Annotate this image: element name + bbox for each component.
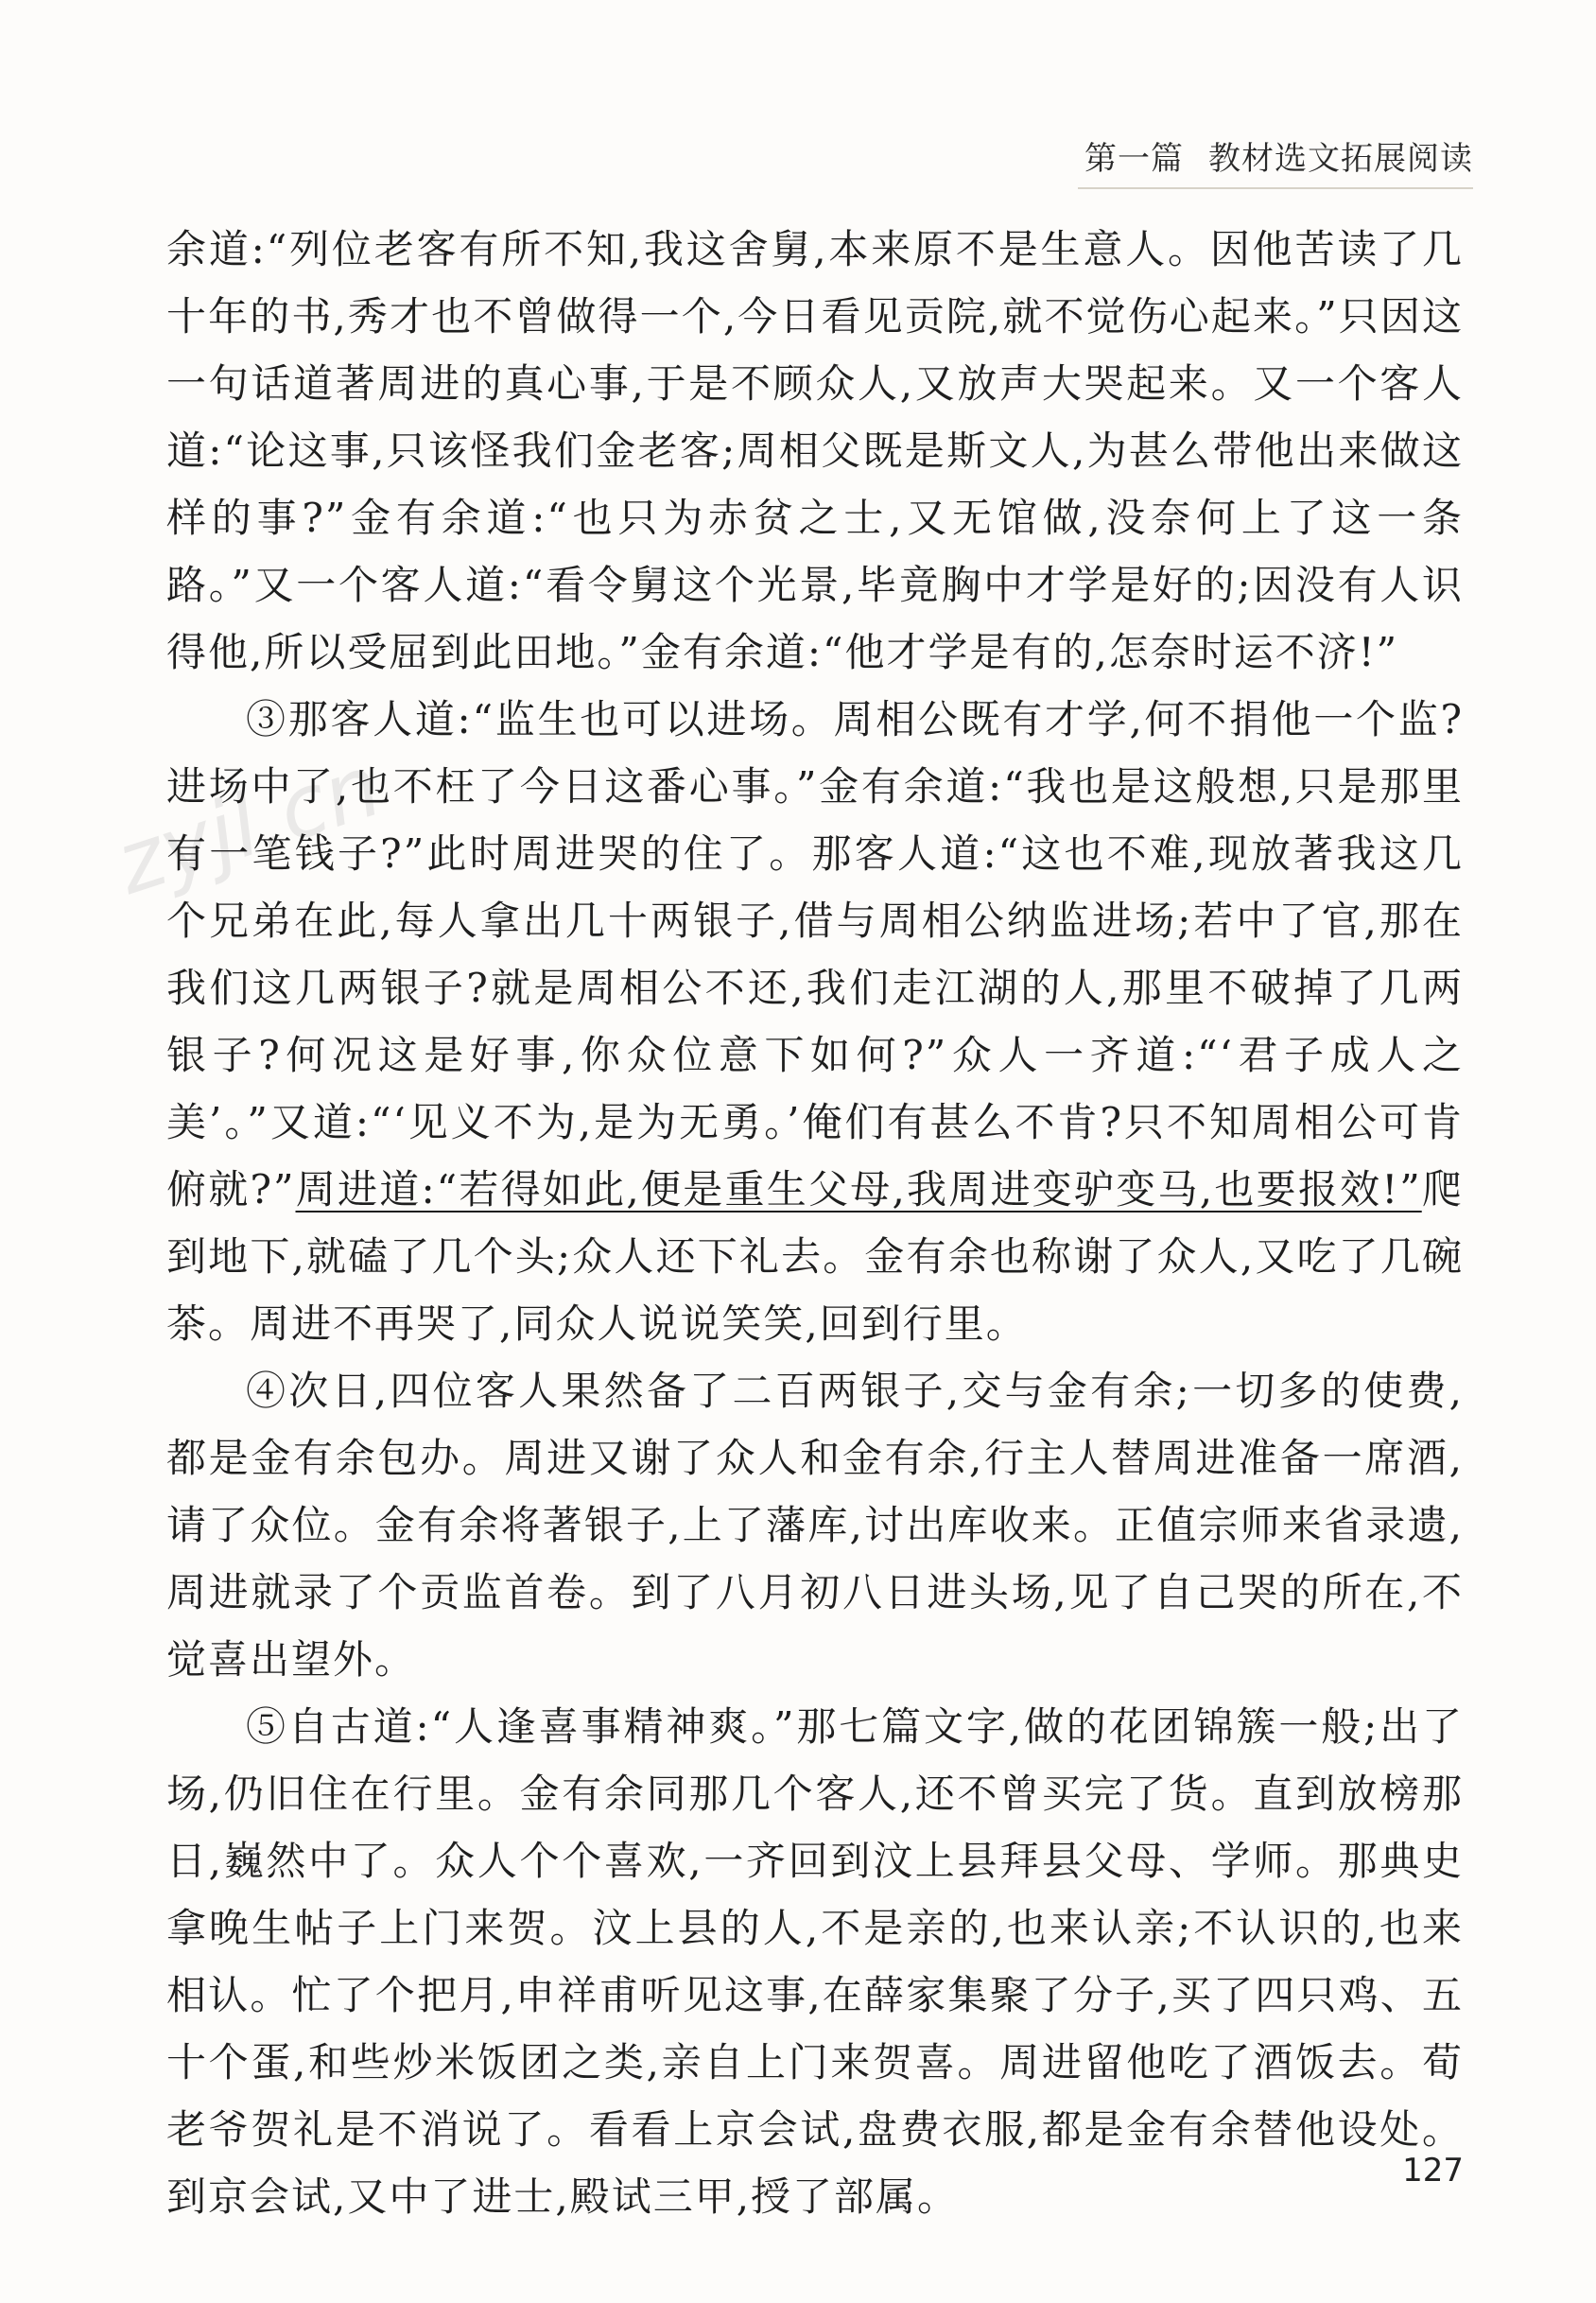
paragraph-3: [166, 686, 1464, 1357]
header-rule: [1078, 187, 1473, 189]
paragraph-3-text-a: ③那客人道:“监生也可以进场。周相公既有才学,何不捐他一个监?进场中了,也不枉了今日这番心事。”金有余道:“我也是这般想,只是那里有一笔钱子?”此时周进哭的住了。那客人道:“这也不难,现放著我这几个兄弟在此,每人拿出几十两银子,借与周相公纳监进场;若中了官,那在我们这几两银子?就是周相公不还,我们走江湖的人,那里不破掉了几两银子?何况这是好事,你众位意下如何?”众人一齐道:“‘君子成人之美’。”又道:“‘见义不为,是为无勇。’俺们有甚么不肯?只不知周相公可肯俯就?”: [166, 696, 1464, 1213]
paragraph-3-text-b: 爬到地下,就磕了几个头;众人还下礼去。金有余也称谢了众人,又吃了几碗茶。周进不再哭了,同众人说说笑笑,回到行里。: [166, 1166, 1464, 1347]
paragraph-4: ④次日,四位客人果然备了二百两银子,交与金有余;一切多的使费,都是金有余包办。周进又谢了众人和金有余,行主人替周进准备一席酒,请了众位。金有余将著银子,上了藩库,讨出库收来。正值宗师来省录遗,周进就录了个贡监首卷。到了八月初八日进头场,见了自己哭的所在,不觉喜出望外。: [166, 1368, 1464, 1683]
paragraph-5: ⑤自古道:“人逢喜事精神爽。”那七篇文字,做的花团锦簇一般;出了场,仍旧住在行里。金有余同那几个客人,还不曾买完了货。直到放榜那日,巍然中了。众人个个喜欢,一齐回到汶上县拜县父母、学师。那典史拿晚生帖子上门来贺。汶上县的人,不是亲的,也来认亲;不认识的,也来相认。忙了个把月,申祥甫听见这事,在薛家集聚了分子,买了四只鸡、五十个蛋,和些炒米饭团之类,亲自上门来贺喜。周进留他吃了酒饭去。荀老爷贺礼是不消说了。看看上京会试,盘费衣服,都是金有余替他设处。到京会试,又中了进士,殿试三甲,授了部属。: [166, 1703, 1464, 2220]
header-part: 第一篇: [1084, 140, 1184, 178]
underlined-quote: 周进道:“若得如此,便是重生父母,我周进变驴变马,也要报效!”: [295, 1166, 1422, 1213]
paragraph-1: 余道:“列位老客有所不知,我这舍舅,本来原不是生意人。因他苦读了几十年的书,秀才也不曾做得一个,今日看见贡院,就不觉伤心起来。”只因这一句话道著周进的真心事,于是不顾众人,又放声大哭起来。又一个客人道:“论这事,只该怪我们金老客;周相父既是斯文人,为甚么带他出来做这样的事?”金有余道:“也只为赤贫之士,又无馆做,没奈何上了这一条路。”又一个客人道:“看令舅这个光景,毕竟胸中才学是好的;因没有人识得他,所以受屈到此田地。”金有余道:“他才学是有的,怎奈时运不济!”: [166, 226, 1464, 675]
page-number: 127: [1402, 2152, 1464, 2190]
body-text: [166, 216, 1464, 2230]
running-header: [1084, 132, 1473, 179]
watermark: zyjl.cn: [104, 736, 392, 915]
header-title: 教材选文拓展阅读: [1208, 140, 1473, 178]
